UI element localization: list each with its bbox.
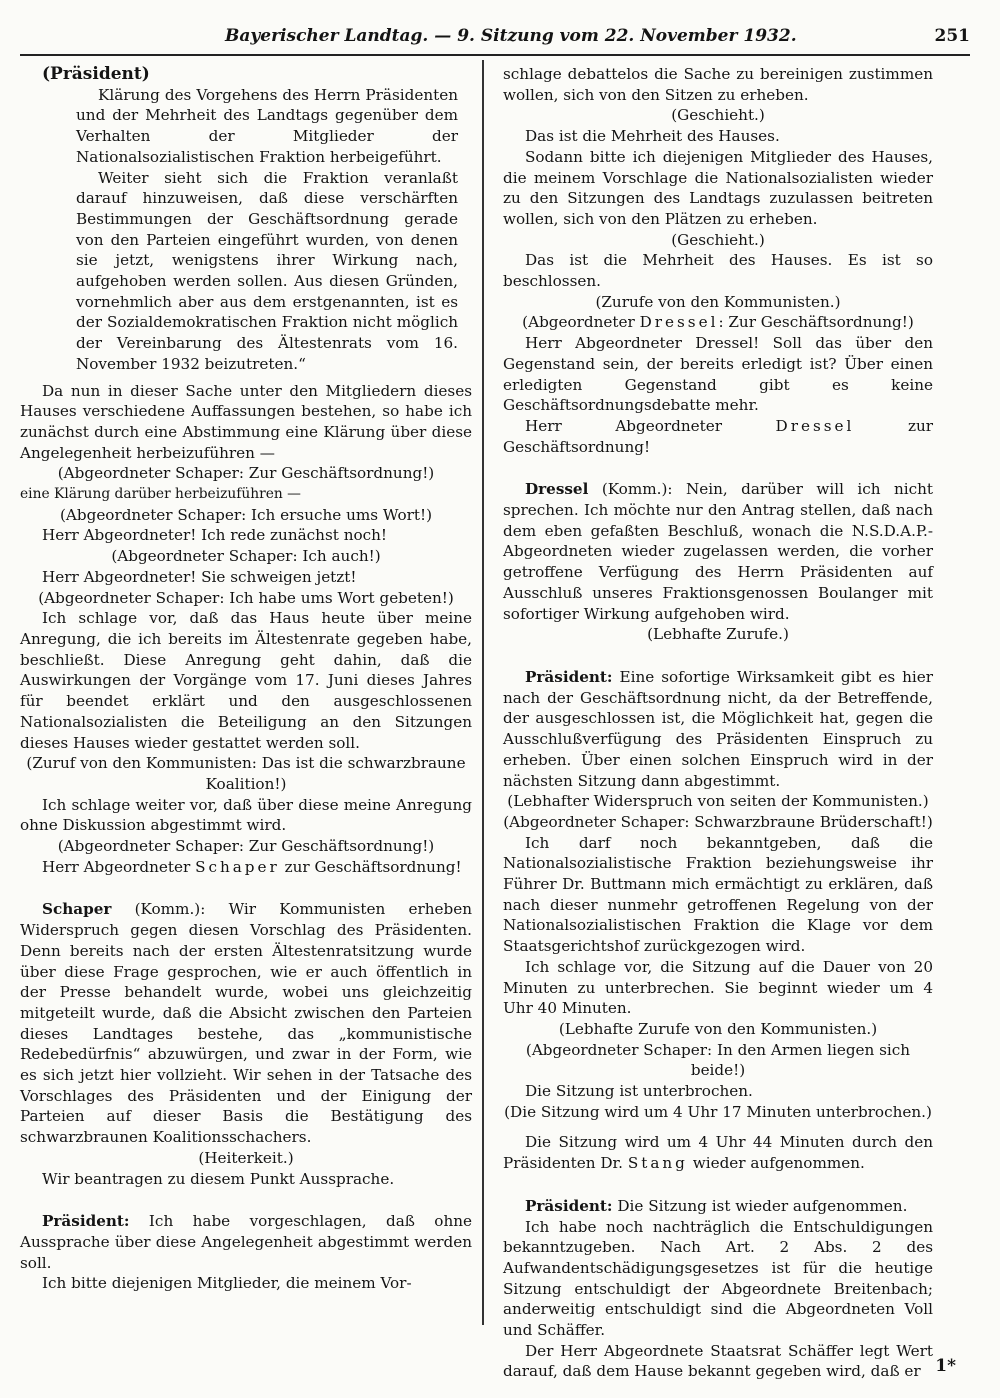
paragraph: Da nun in dieser Sache unter den Mitgliedern dieses Hauses verschiedene Auffassungen bestehen, so habe ich zunächst durch eine Abstimmung eine Klärung über diese Angelegenheit herbeizuführen — bbox=[20, 381, 472, 462]
paragraph: Sodann bitte ich diejenigen Mitglieder des Hauses, die meinem Vorschlage die Nationalsozialisten wieder zu den Sitzungen des Landtags zuzulassen beitreten wollen, sich von den Plätzen zu erheben. bbox=[503, 147, 933, 228]
interjection: (Lebhafter Widerspruch von seiten der Kommunisten.) bbox=[507, 792, 929, 811]
speech-text: Die Sitzung ist wieder aufgenommen. bbox=[612, 1196, 908, 1215]
paragraph bbox=[503, 416, 933, 457]
text-run: Herr Abgeordneter bbox=[42, 857, 191, 876]
page-number: 251 bbox=[934, 26, 970, 46]
interjection: (Abgeordneter Schaper: Zur Geschäftsordnung!) bbox=[57, 464, 435, 483]
interjection: (Geschieht.) bbox=[671, 106, 765, 125]
header-title: Bayerischer Landtag. — 9. Sitzung vom 22. November 1932. bbox=[225, 26, 797, 46]
speech-text: Wir Kommunisten erheben Widerspruch gegen diesen Vorschlag des Präsidenten. Denn bereits nach der ersten Ältestenratsitzung wurde über diese Frage gesprochen, wie er auch öffentlich in der Presse behandelt wurde, wobei uns gleichzeitig mitgeteilt wurde, daß die Absicht zwischen den Parteien dieses Landtages bestehe, das „kommunistische Redebedürfnis“ abzuwürgen, und zwar in der Form, wie es sich jetzt hier vollzieht. Wir sehen in der Tatsache des Vorschlages des Präsidenten und der Einigung der Parteien auf dieser Basis die Bestätigung des schwarzbraunen Koalitionsschachers. bbox=[20, 900, 472, 1147]
interjection: (Abgeordneter Schaper: Zur Geschäftsordnung!) bbox=[57, 837, 435, 856]
running-head bbox=[20, 20, 970, 56]
paragraph: Ich darf noch bekanntgeben, daß die Nationalsozialistische Fraktion beziehungsweise ihr Führer Dr. Buttmann mich ermächtigt zu erklären, daß nach dieser nunmehr getroffenen Regelung von der Nationalsozialistischen Fraktion die Klage vor dem Staatsgerichtshof zurückgezogen wird. bbox=[503, 833, 933, 956]
speaker-name: Präsident: bbox=[525, 667, 613, 686]
paragraph: Der Herr Abgeordnete Staatsrat Schäffer legt Wert darauf, daß dem Hause bekannt gegeben wird, daß er bbox=[503, 1341, 933, 1381]
interjection: (Die Sitzung wird um 4 Uhr 17 Minuten unterbrochen.) bbox=[504, 1102, 932, 1121]
text-run: Herr Abgeordneter bbox=[525, 416, 722, 435]
interjection: (Lebhafte Zurufe.) bbox=[647, 625, 789, 644]
text-run: (Abgeordneter bbox=[522, 313, 635, 332]
speech-text: Ich habe vorgeschlagen, daß ohne Aussprache über diese Angelegenheit abgestimmt werden soll. bbox=[20, 1212, 472, 1272]
paragraph: Herr Abgeordneter Dressel! Soll das über den Gegenstand sein, der bereits erledigt ist? Über einen erledigten Gegenstand gibt es keine Geschäftsordnungsdebatte mehr. bbox=[503, 334, 933, 415]
speaker-party: (Komm.): bbox=[111, 900, 229, 919]
interjection: (Lebhafte Zurufe von den Kommunisten.) bbox=[558, 1019, 878, 1038]
interjection: (Abgeordneter Schaper: Ich ersuche ums Wort!) bbox=[59, 505, 433, 524]
interjection bbox=[503, 312, 933, 333]
speaker-party: (Komm.): bbox=[588, 480, 686, 499]
interjection: (Geschieht.) bbox=[671, 230, 765, 249]
paragraph: Wir beantragen zu diesem Punkt Aussprache. bbox=[42, 1169, 395, 1188]
text-run: : Zur Geschäftsordnung!) bbox=[718, 313, 914, 332]
speech bbox=[503, 667, 933, 791]
interjection: (Abgeordneter Schaper: In den Armen liegen sich beide!) bbox=[525, 1040, 911, 1080]
speaker-name: Stang bbox=[627, 1154, 688, 1173]
speaker-name: Dressel bbox=[639, 313, 719, 332]
text-run: zur Geschäftsordnung! bbox=[284, 857, 462, 876]
interjection: (Abgeordneter Schaper: Ich auch!) bbox=[111, 547, 381, 566]
text-run: zur Geschäftsordnung! bbox=[503, 416, 933, 456]
paragraph: schlage debattelos die Sache zu bereinigen zustimmen wollen, sich von den Sitzen zu erheben. bbox=[503, 65, 933, 104]
speech-text: Nein, darüber will ich nicht sprechen. Ich möchte nur den Antrag stellen, daß nach dem eben gefaßten Beschluß, wonach die N.S.D.A.P.-Abgeordneten wieder zugelassen werden, die vorher getroffene Verfügung des Herrn Präsidenten auf Ausschluß unseres Fraktionsgenossen Boulanger mit sofortiger Wirkung aufgehoben wird. bbox=[503, 480, 933, 623]
paragraph: Ich bitte diejenigen Mitglieder, die meinem Vor- bbox=[42, 1274, 412, 1293]
speaker-name: Dressel bbox=[775, 416, 855, 435]
interjection: (Abgeordneter Schaper: Ich habe ums Wort gebeten!) bbox=[38, 588, 454, 607]
signature-mark: 1* bbox=[935, 1356, 956, 1376]
speaker-name: Schaper bbox=[195, 857, 280, 876]
speaker-name: Schaper bbox=[42, 900, 112, 919]
speech-text: Eine sofortige Wirksamkeit gibt es hier nach der Geschäftsordnung nicht, da der Betreffende, der ausgeschlossen ist, die Möglichkeit hat, gegen die Ausschlußverfügung des Präsidenten Einspruch zu erheben. Über einen solchen Einspruch wird in der nächsten Sitzung dann abgestimmt. bbox=[503, 667, 933, 790]
paragraph: Das ist die Mehrheit des Hauses. bbox=[525, 127, 780, 146]
paragraph: Herr Abgeordneter! Sie schweigen jetzt! bbox=[42, 567, 357, 586]
paragraph: Ich schlage vor, daß das Haus heute über meine Anregung, die ich bereits im Ältestenrate gegeben habe, beschließt. Diese Anregung geht dahin, daß die Auswirkungen der Vorgänge vom 17. Juni dieses Jahres für beendet erklärt und den ausgeschlossenen Nationalsozialisten die Beteiligung an den Sitzungen dieses Hauses wieder gestattet werden soll. bbox=[20, 609, 472, 752]
column-rule bbox=[482, 60, 484, 1325]
speech bbox=[503, 1196, 933, 1217]
speaker-name: Präsident: bbox=[42, 1212, 130, 1231]
speaker-name: Präsident: bbox=[525, 1196, 613, 1215]
text-run: Die Sitzung wird um 4 Uhr 44 Minuten durch den Präsidenten Dr. bbox=[503, 1133, 933, 1173]
paragraph: Ich schlage weiter vor, daß über diese meine Anregung ohne Diskussion abgestimmt wird. bbox=[20, 795, 472, 835]
interjection: (Zurufe von den Kommunisten.) bbox=[595, 292, 841, 311]
paragraph: Ich habe noch nachträglich die Entschuldigungen bekanntzugeben. Nach Art. 2 Abs. 2 des Aufwandentschädigungsgesetzes ist für die heutige Sitzung entschuldigt der Abgeordnete Breitenbach; anderweitig entschuldigt sind die Abgeordneten Voll und Schäffer. bbox=[503, 1217, 933, 1340]
paragraph: Weiter sieht sich die Fraktion veranlaßt darauf hinzuweisen, daß diese verschärften Bestimmungen der Geschäftsordnung gerade von den Parteien eingeführt wurden, von denen sie jetzt, wenigstens ihrer Wirkung nach, aufgehoben werden sollen. Aus diesen Gründen, vornehmlich aber aus dem erstgenannten, ist es der Sozialdemokratischen Fraktion nicht möglich der Vereinbarung des Ältestenrats vom 16. November 1932 beizutreten.“ bbox=[76, 168, 458, 373]
paragraph: Ich schlage vor, die Sitzung auf die Dauer von 20 Minuten zu unterbrechen. Sie beginnt wieder um 4 Uhr 40 Minuten. bbox=[503, 957, 933, 1018]
paragraph: Klärung des Vorgehens des Herrn Präsidenten und der Mehrheit des Landtags gegenüber dem Verhalten der Mitglieder der Nationalsozialistischen Fraktion herbeigeführt. bbox=[76, 85, 458, 166]
interjection: (Abgeordneter Schaper: Schwarzbraune Brüderschaft!) bbox=[503, 812, 933, 831]
paragraph bbox=[503, 1132, 933, 1173]
paragraph: Die Sitzung ist unterbrochen. bbox=[525, 1082, 753, 1101]
speaker-name: Dressel bbox=[525, 480, 589, 499]
speech bbox=[20, 899, 472, 1147]
paragraph: eine Klärung darüber herbeizuführen — bbox=[20, 486, 301, 503]
paragraph: Das ist die Mehrheit des Hauses. Es ist so beschlossen. bbox=[503, 251, 933, 291]
speech bbox=[20, 1211, 472, 1273]
right-column bbox=[503, 64, 933, 1382]
paragraph bbox=[20, 857, 472, 878]
interjection: (Heiterkeit.) bbox=[198, 1148, 294, 1167]
speech bbox=[503, 479, 933, 624]
interjection: (Zuruf von den Kommunisten: Das ist die schwarzbraune Koalition!) bbox=[26, 754, 466, 793]
paragraph: Herr Abgeordneter! Ich rede zunächst noch! bbox=[42, 526, 388, 545]
left-column bbox=[20, 64, 472, 1294]
speaker-heading: (Präsident) bbox=[42, 64, 150, 84]
text-run: wieder aufgenommen. bbox=[692, 1154, 865, 1173]
